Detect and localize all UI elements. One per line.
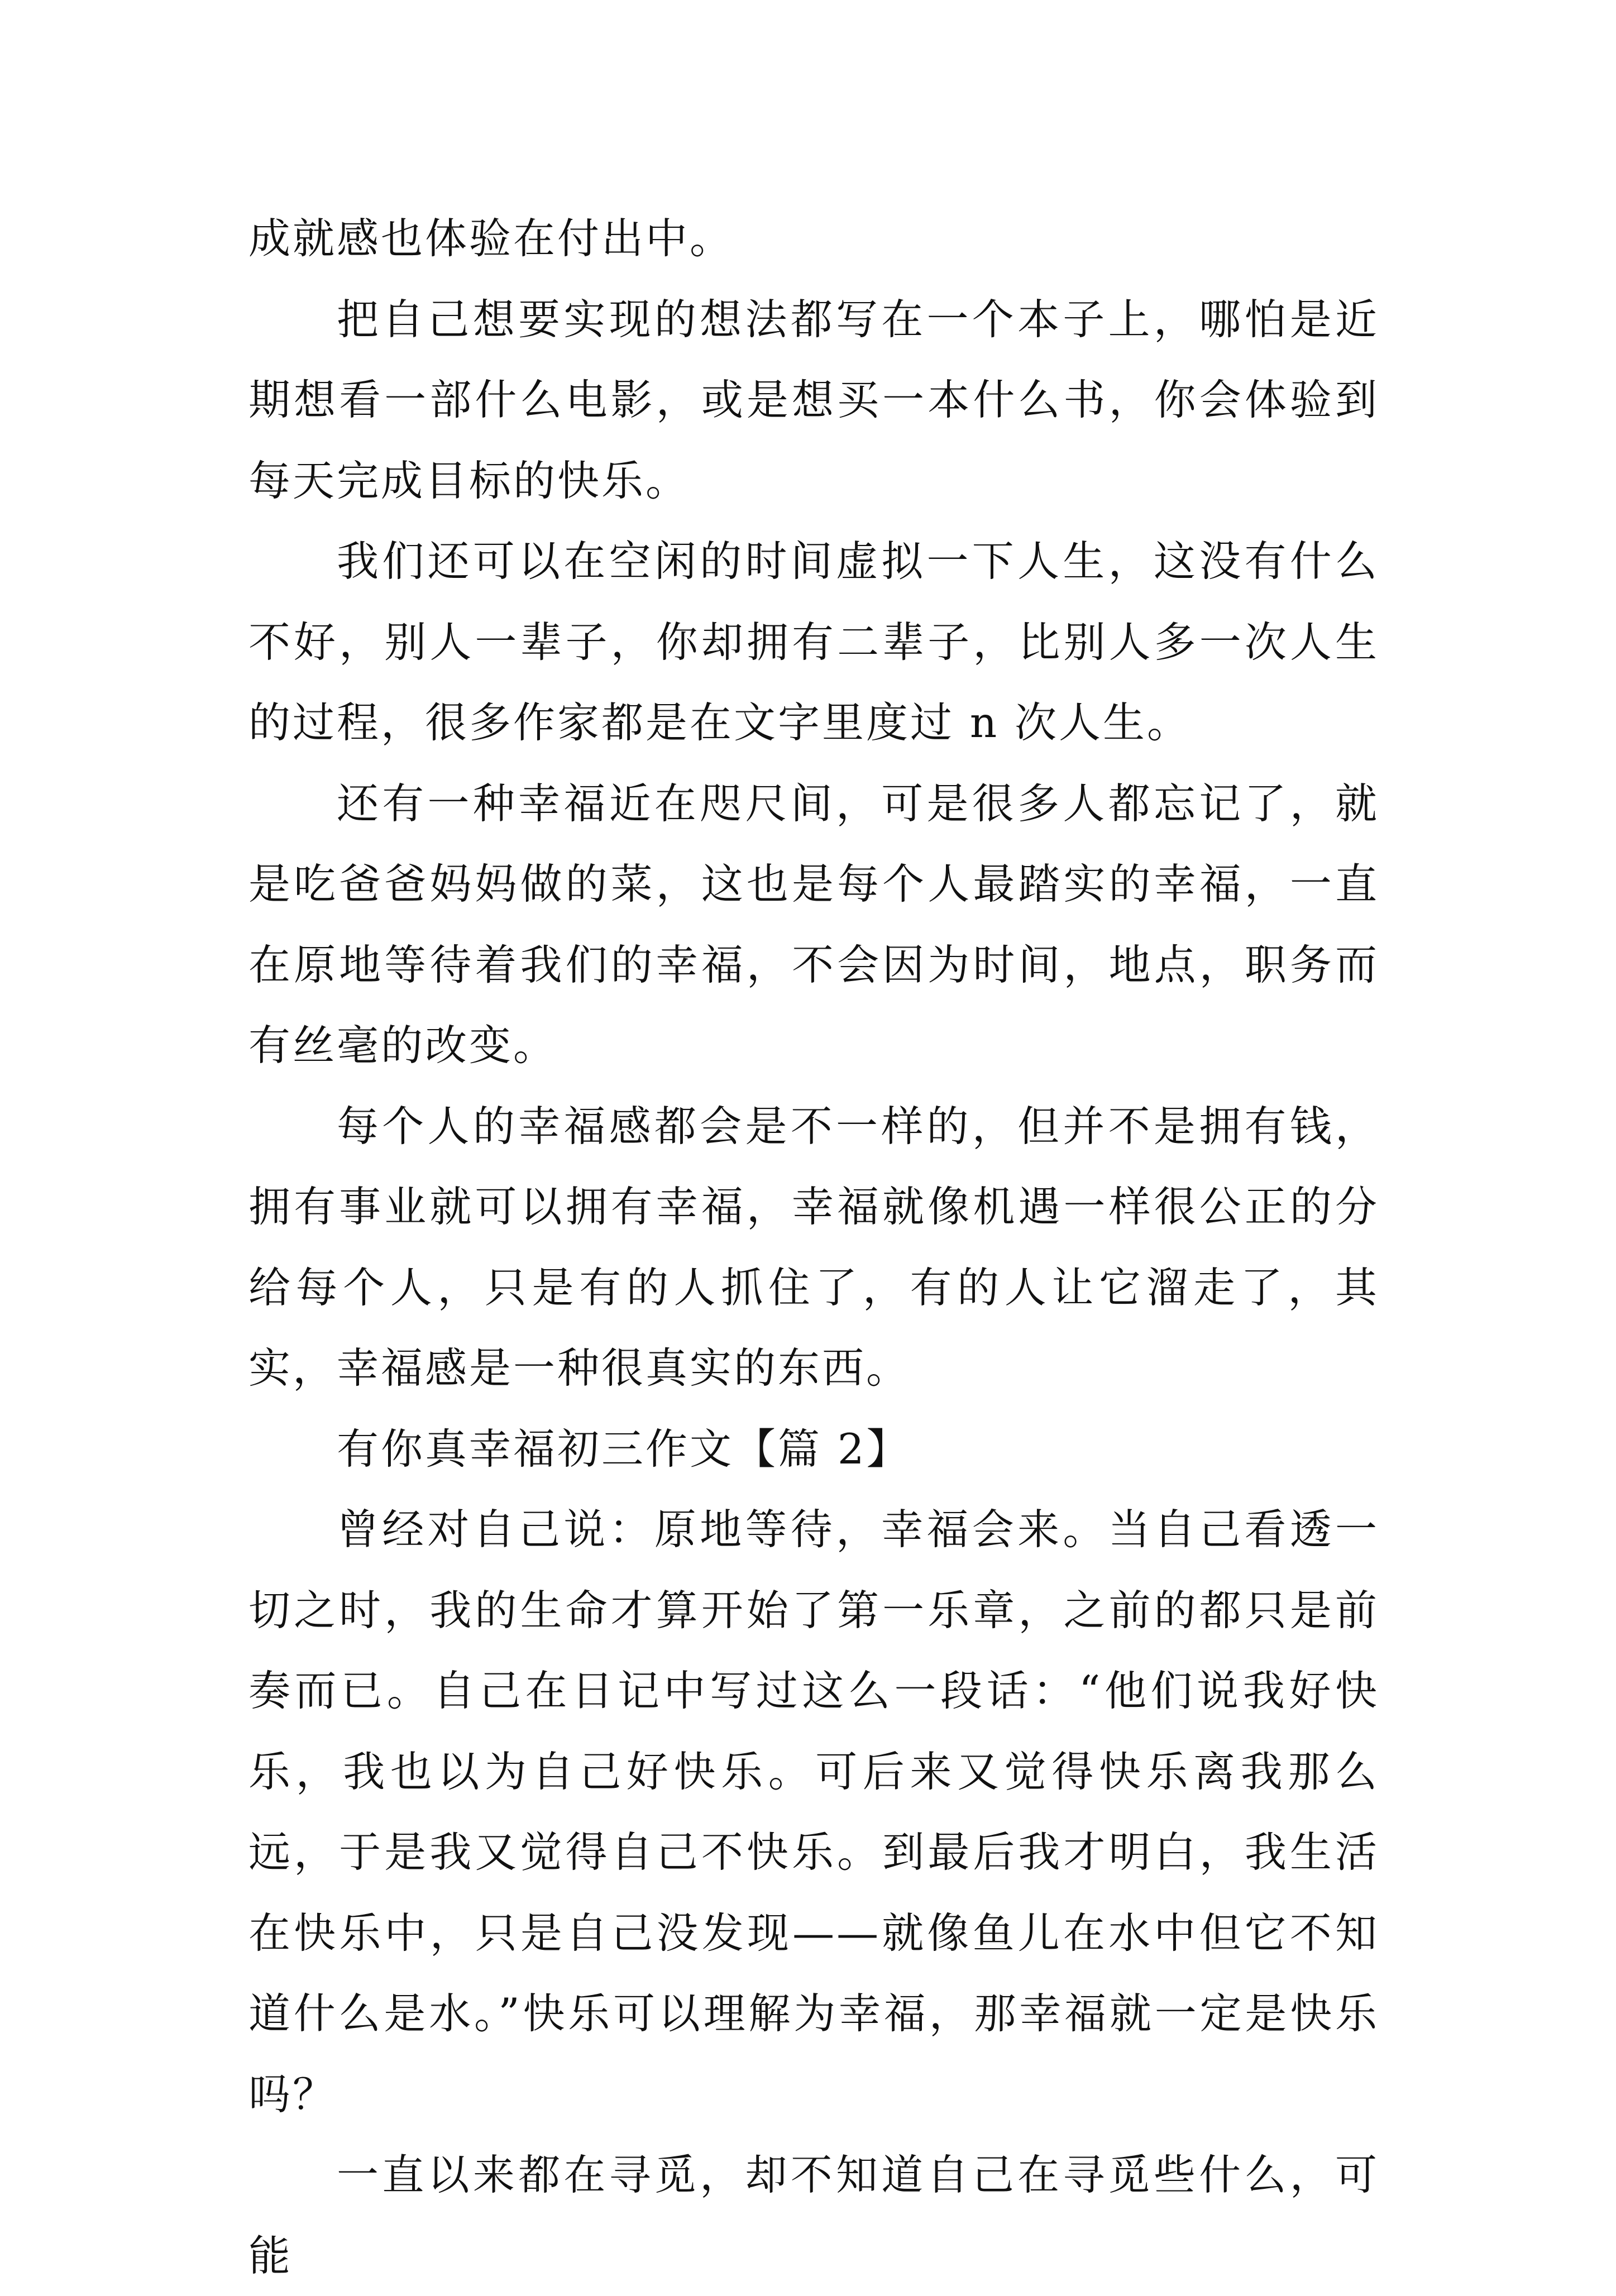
paragraph-5: 每个人的幸福感都会是不一样的，但并不是拥有钱，拥有事业就可以拥有幸福，幸福就像机遇一样很公正的分给每个人，只是有的人抓住了，有的人让它溜走了，其实，幸福感是一种很真实的东西。 — [248, 1101, 1379, 1393]
paragraph-2: 把自己想要实现的想法都写在一个本子上，哪怕是近期想看一部什么电影，或是想买一本什么书，你会体验到每天完成目标的快乐。 — [248, 294, 1379, 505]
section-heading: 有你真幸福初三作文【篇 2】 — [337, 1424, 911, 1474]
paragraph-4: 还有一种幸福近在咫尺间，可是很多人都忘记了，就是吃爸爸妈妈做的菜，这也是每个人最踏实的幸福，一直在原地等待着我们的幸福，不会因为时间，地点，职务而有丝毫的改变。 — [248, 778, 1379, 1070]
paragraph-1: 成就感也体验在付出中。 — [248, 214, 734, 263]
paragraph-3: 我们还可以在空闲的时间虚拟一下人生，这没有什么不好，别人一辈子，你却拥有二辈子，比别人多一次人生的过程，很多作家都是在文字里度过 n 次人生。 — [248, 537, 1379, 747]
paragraph-6: 曾经对自己说：原地等待，幸福会来。当自己看透一切之时，我的生命才算开始了第一乐章，之前的都只是前奏而已。自己在日记中写过这么一段话：“他们说我好快乐，我也以为自己好快乐。可后来又觉得快乐离我那么远，于是我又觉得自己不快乐。到最后我才明白，我生活在快乐中，只是自己没发现——就像鱼儿在水中但它不知道什么是水。”快乐可以理解为幸福，那幸福就一定是快乐吗？ — [248, 1505, 1379, 2119]
paragraph-7: 一直以来都在寻觅，却不知道自己在寻觅些什么，可能 — [248, 2150, 1379, 2280]
document-body — [248, 198, 1379, 2296]
